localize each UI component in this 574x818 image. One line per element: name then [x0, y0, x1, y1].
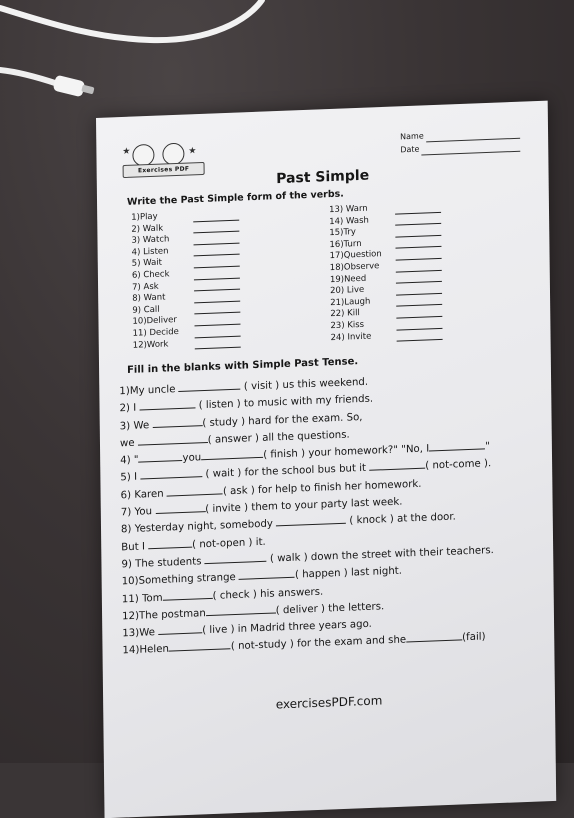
verb-label: 16)Turn — [329, 238, 362, 250]
sentence-text: " — [485, 441, 490, 453]
sentence-text: we — [119, 437, 138, 450]
answer-blank[interactable] — [396, 296, 442, 307]
answer-blank[interactable] — [193, 211, 239, 222]
verb-label: 23) Kiss — [330, 319, 365, 332]
answer-blank[interactable] — [194, 258, 240, 269]
sentence-text: ( finish ) your homework?" "No, I — [263, 443, 430, 462]
verb-label: 22) Kill — [330, 308, 360, 320]
sentence-text: ( not-study ) for the exam and she — [230, 634, 407, 653]
answer-blank[interactable] — [195, 327, 241, 338]
date-line — [421, 142, 520, 156]
fill-blank[interactable] — [148, 537, 192, 549]
fill-blank[interactable] — [163, 588, 213, 600]
fill-blank[interactable] — [406, 631, 462, 643]
sentence-text: ( happen ) last night. — [294, 565, 403, 581]
answer-blank[interactable] — [193, 223, 239, 234]
fill-blank[interactable] — [429, 439, 485, 451]
verb-label: 10)Deliver — [132, 315, 177, 328]
sentence-text: ( ask ) for help to finish her homework. — [222, 478, 422, 498]
fill-blank[interactable] — [138, 451, 182, 463]
star-icon: ★ — [122, 146, 131, 158]
answer-blank[interactable] — [194, 316, 240, 327]
sentence-text: ( not-open ) it. — [192, 536, 266, 551]
verb-list-right — [329, 198, 521, 344]
verb-label: 9) Call — [132, 304, 160, 316]
fill-blank[interactable] — [276, 514, 346, 527]
answer-blank[interactable] — [395, 238, 441, 249]
verb-label: 1)Play — [131, 211, 158, 223]
fill-blank[interactable] — [206, 603, 276, 616]
answer-blank[interactable] — [395, 203, 441, 214]
verb-label: 8) Want — [132, 292, 166, 304]
fill-blank[interactable] — [138, 433, 208, 446]
sentence-list — [119, 367, 542, 660]
sentence-text: 6) Karen — [120, 488, 168, 502]
sentence-text: ( listen ) to music with my friends. — [195, 393, 374, 412]
worksheet-paper — [96, 101, 556, 818]
sentence-text: ( live ) in Madrid three years ago. — [202, 618, 372, 637]
answer-blank[interactable] — [194, 246, 240, 257]
fill-blank[interactable] — [139, 399, 195, 411]
verb-label: 17)Question — [329, 249, 382, 262]
verb-label: 24) Invite — [330, 331, 372, 343]
fill-blank[interactable] — [140, 468, 202, 480]
sentence-text: 13)We — [122, 627, 159, 640]
sentence-text: 11) Tom — [121, 592, 163, 605]
worksheet-title: Past Simple — [276, 167, 370, 188]
fill-blank[interactable] — [158, 623, 202, 635]
verb-label: 5) Wait — [131, 257, 163, 270]
sentence-text: ( answer ) all the questions. — [207, 429, 350, 446]
sentence-text: ( not-come ). — [425, 458, 492, 473]
fill-blank[interactable] — [152, 416, 202, 428]
verb-list-left — [131, 207, 283, 352]
answer-blank[interactable] — [194, 292, 240, 303]
verb-label: 15)Try — [329, 227, 356, 239]
logo-banner: Exercises PDF — [123, 162, 205, 178]
verb-label: 12)Work — [132, 338, 169, 351]
fill-blank[interactable] — [167, 484, 223, 496]
fill-blank[interactable] — [205, 552, 267, 564]
answer-blank[interactable] — [395, 215, 441, 226]
verb-label: 21)Laugh — [330, 296, 371, 308]
instruction-verbs: Write the Past Simple form of the verbs. — [126, 188, 344, 208]
sentence-text: 10)Something strange — [121, 572, 240, 588]
answer-blank[interactable] — [194, 304, 240, 315]
sentence-text: 9) The students — [121, 556, 205, 571]
answer-blank[interactable] — [396, 319, 442, 330]
answer-blank[interactable] — [396, 250, 442, 261]
verb-label: 2) Walk — [131, 223, 164, 235]
sentence-text: 5) I — [120, 472, 141, 484]
sentence-text: you — [182, 452, 202, 465]
sentence-text: 1)My uncle — [119, 384, 179, 398]
answer-blank[interactable] — [194, 281, 240, 292]
answer-blank[interactable] — [194, 269, 240, 280]
verb-label: 4) Listen — [131, 246, 169, 258]
fill-blank[interactable] — [369, 459, 425, 471]
sentence-text: ( wait ) for the school bus but it — [202, 463, 370, 481]
sentence-text: ( deliver ) the letters. — [275, 601, 385, 617]
instruction-fill-blanks: Fill in the blanks with Simple Past Tense. — [127, 356, 359, 376]
sentence-text: 14)Helen — [122, 644, 169, 657]
answer-blank[interactable] — [195, 339, 241, 350]
sentence-text: 7) You — [120, 506, 156, 519]
sentence-text: ( study ) hard for the exam. So, — [202, 411, 363, 429]
verb-label: 20) Live — [329, 284, 365, 297]
sentence-text: 8) Yesterday night, somebody — [120, 518, 277, 536]
answer-blank[interactable] — [395, 227, 441, 238]
verb-label: 7) Ask — [131, 281, 159, 293]
sentence-text: 3) We — [119, 419, 153, 432]
verb-label: 3) Watch — [131, 234, 170, 246]
sentence-text: 12)The postman — [122, 608, 206, 623]
answer-blank[interactable] — [396, 261, 442, 272]
verb-label: 6) Check — [131, 269, 170, 281]
answer-blank[interactable] — [396, 285, 442, 296]
star-icon: ★ — [188, 146, 197, 157]
verb-label: 14) Wash — [329, 215, 369, 227]
verb-label: 18)Observe — [329, 261, 380, 274]
verb-label: 19)Need — [329, 273, 367, 285]
sentence-text: ( knock ) at the door. — [346, 511, 456, 528]
sentence-text: 4) " — [120, 454, 139, 467]
name-date-fields — [400, 126, 520, 157]
sentence-text: 2) I — [119, 402, 140, 415]
answer-blank[interactable] — [193, 234, 239, 245]
date-label: Date — [400, 144, 420, 155]
answer-blank[interactable] — [396, 308, 442, 319]
sentence-text: But I — [121, 540, 149, 554]
answer-blank[interactable] — [396, 273, 442, 284]
fill-blank[interactable] — [155, 502, 205, 514]
sentence-text: ( visit ) us this weekend. — [240, 376, 369, 393]
sentence-text: ( invite ) them to your party last week. — [205, 496, 403, 516]
verb-label: 13) Warn — [329, 203, 368, 216]
fill-blank[interactable] — [201, 448, 263, 460]
fill-blank[interactable] — [239, 568, 295, 580]
sentence-text: (fail) — [462, 631, 486, 644]
fill-blank[interactable] — [179, 380, 241, 392]
verb-label: 11) Decide — [132, 326, 179, 339]
sentence-text: ( walk ) down the street with their teachers. — [266, 545, 494, 565]
sentence-text: ( check ) his answers. — [212, 586, 324, 602]
name-label: Name — [400, 131, 424, 142]
answer-blank[interactable] — [397, 331, 443, 342]
fill-blank[interactable] — [169, 640, 231, 652]
footer-website: exercisesPDF.com — [275, 693, 383, 712]
